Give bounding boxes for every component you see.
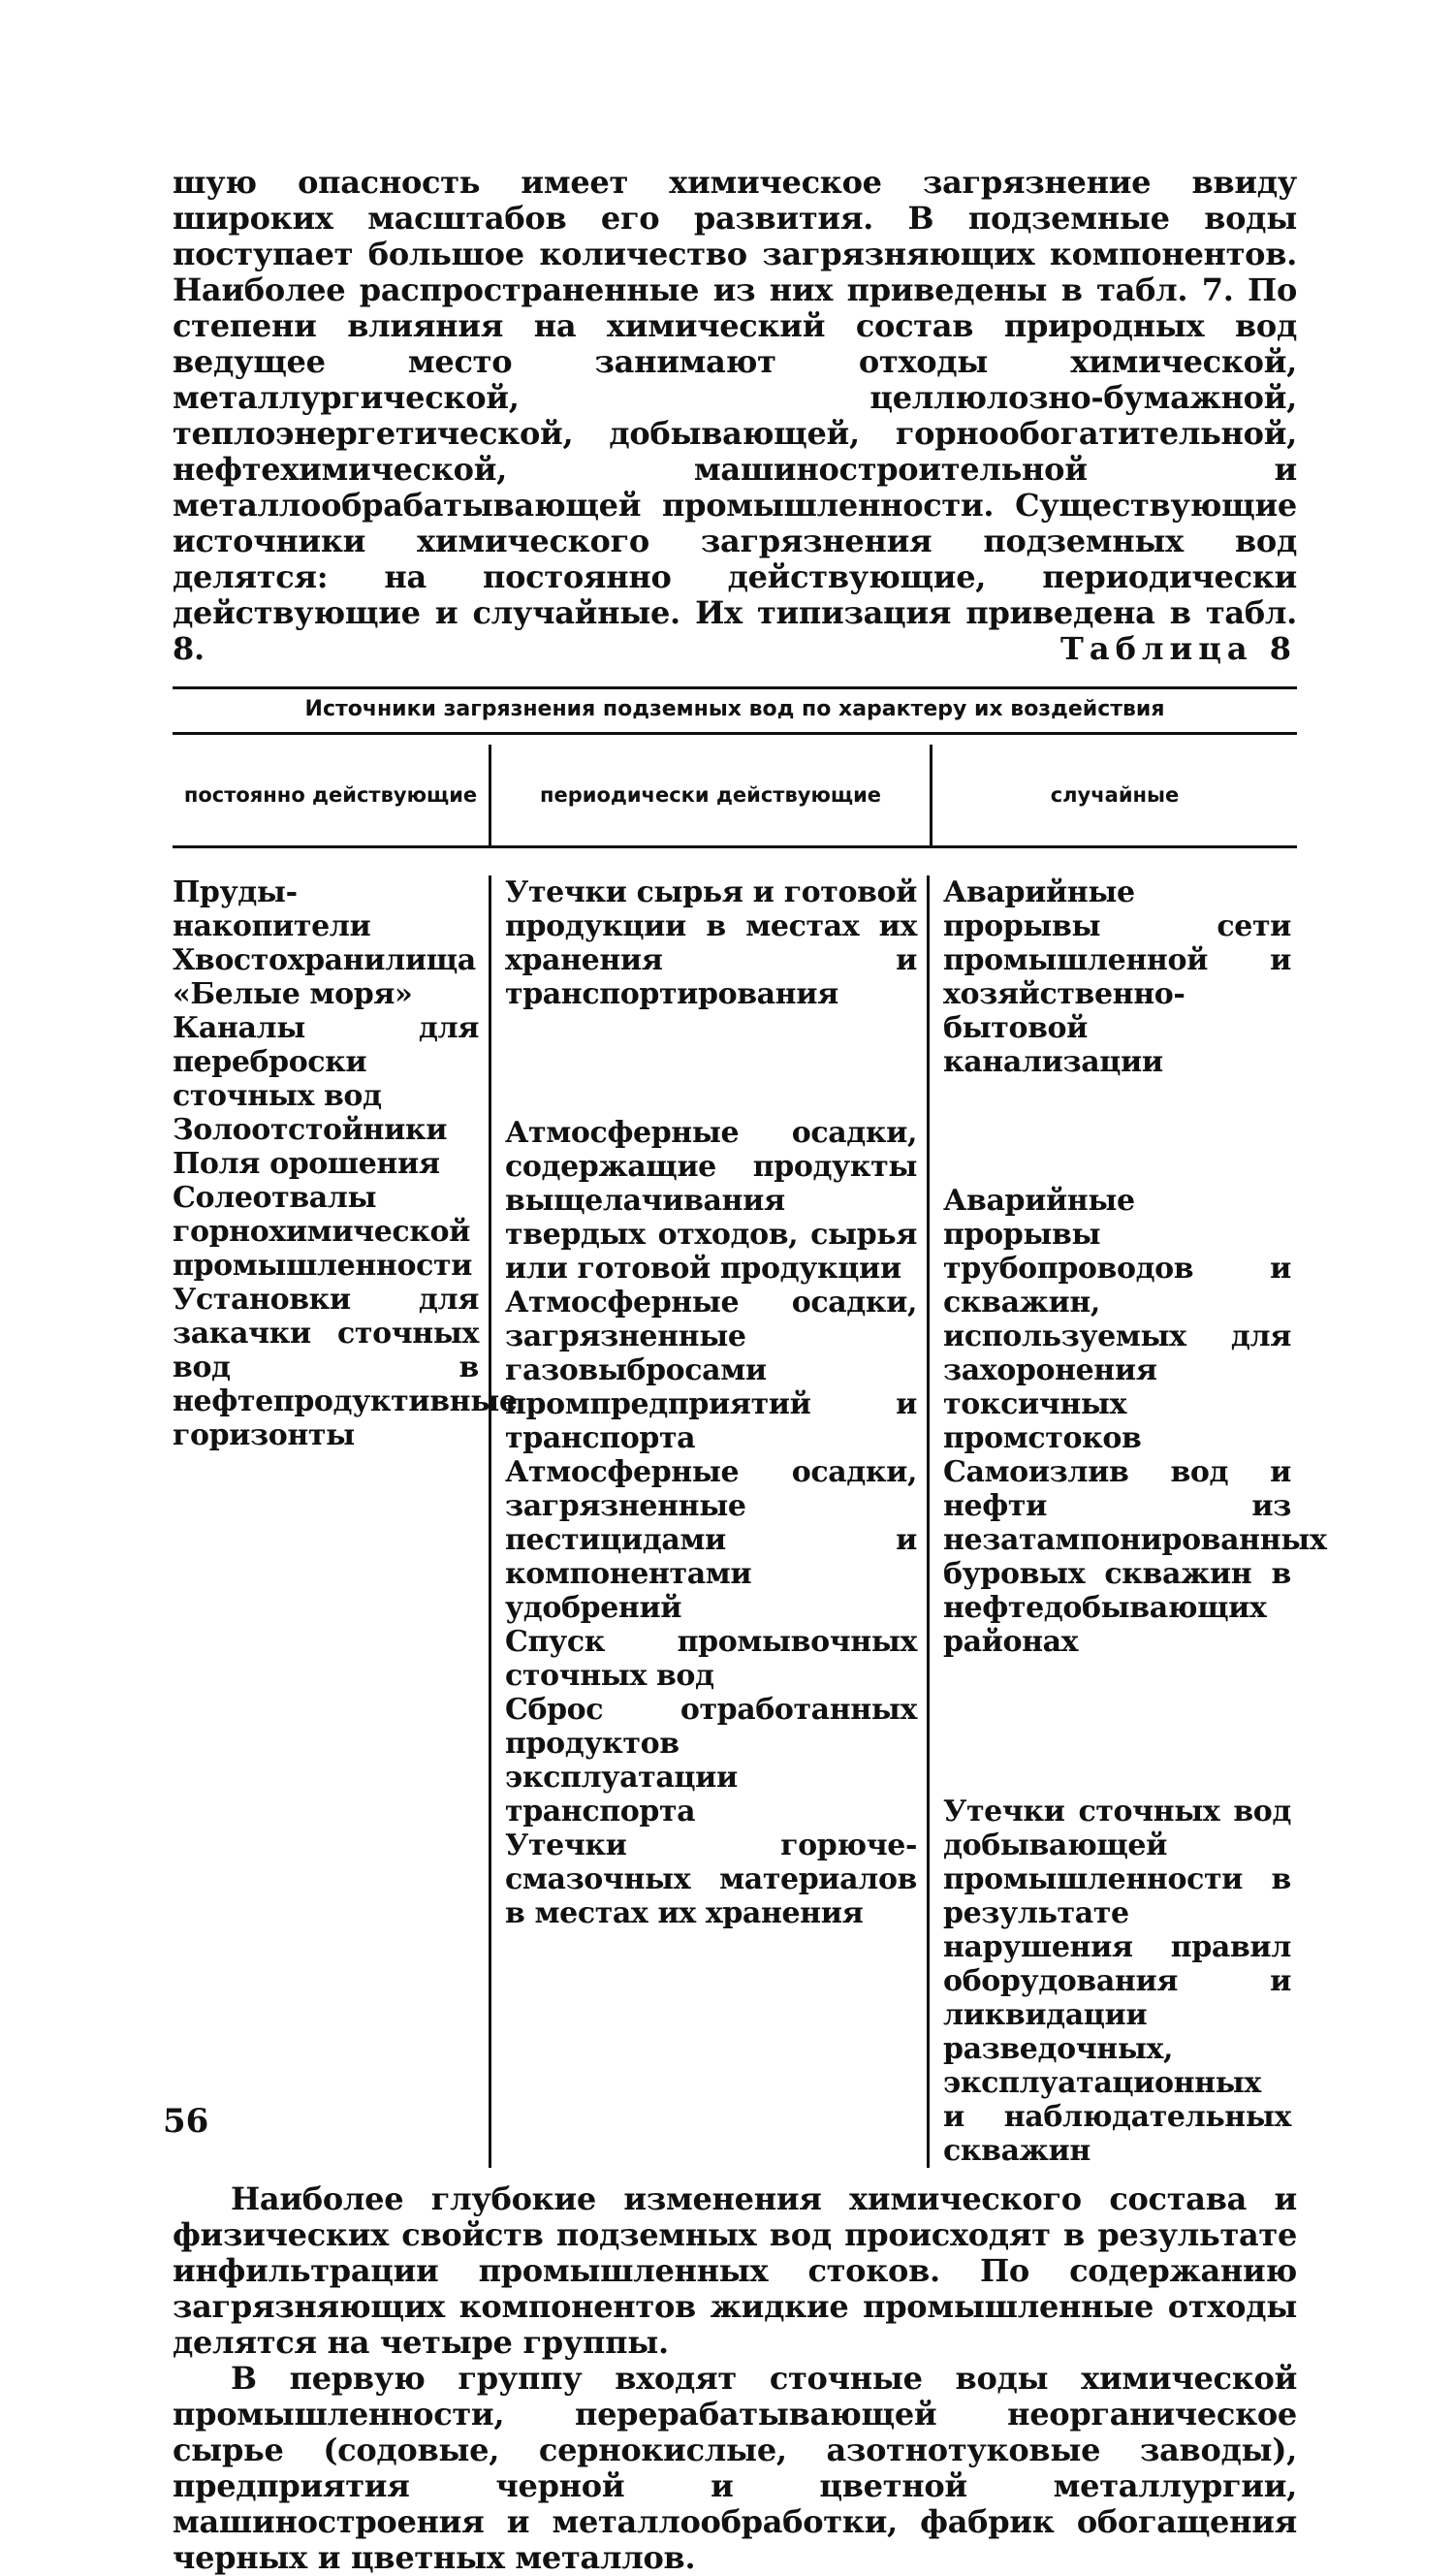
table-header-row: [173, 745, 1297, 848]
cell-item: «Белые моря»: [173, 977, 413, 1011]
intro-paragraph: [173, 165, 1297, 667]
cell-item: Самоизлив вод и нефти из незатампонированных буровых скважин в нефтедобывающих районах: [943, 1455, 1327, 1659]
cell-item: Атмосферные осадки, содержащие продукты выщелачивания твердых отходов, сырья или готовой продукции: [505, 1116, 917, 1286]
row-gap: [943, 1079, 1291, 1184]
paragraph-first-group: В первую группу входят сточные воды химической промышленности, перерабатывающей неорганическое сырье (содовые, сернокислые, азотнотуковые заводы), предприятия черной и цветной металлургии, машиностроения и металлообработки, фабрик обогащения черных и цветных металлов.: [173, 2360, 1297, 2576]
cell-item: Золоотстойники: [173, 1113, 448, 1147]
page-body: [173, 164, 1327, 2576]
after-table-text: [173, 2181, 1297, 2576]
row-gap: [943, 1659, 1291, 1795]
cell-item: Пруды-накопители: [173, 875, 371, 943]
intro-block: [173, 165, 1297, 667]
row-gap: [505, 1011, 917, 1116]
cell-item: Утечки сточных вод добывающей промышленности в результате нарушения правил оборудования и ликвидации разведочных, эксплуатационных и наблюдательных скважин: [943, 1795, 1291, 2168]
header-constant: постоянно действующие: [183, 783, 478, 807]
cell-item: Утечки сырья и готовой продукции в местах их хранения и транспортирования: [505, 875, 917, 1011]
column-constant: [173, 875, 518, 2168]
table-body: [173, 875, 1327, 2168]
cell-item: Сброс отработанных продуктов эксплуатации транспорта: [505, 1693, 917, 1829]
cell-item: Установки для закачки сточных вод в нефтепродуктивные горизонты: [173, 1283, 518, 1452]
cell-item: Утечки горюче-смазочных материалов в местах их хранения: [505, 1829, 917, 1930]
intro-text: шую опасность имеет химическое загрязнение ввиду широких масштабов его развития. В подземные воды поступает большое количество загрязняющих компонентов. Наиболее распространенные из них приведены в табл. 7. По степени влияния на химический состав природных вод ведущее место занимают отходы химической, металлургической, целлюлозно-бумажной, теплоэнергетической, добывающей, горнообогатительной, нефтехимической, машиностроительной и металлообрабатывающей промышленности. Существующие источники химического загрязнения подземных вод делятся: на постоянно действующие, периодически действующие и случайные. Их типизация приведена в табл. 8.: [173, 164, 1297, 667]
header-random: случайные: [930, 745, 1297, 845]
table-title: Источники загрязнения подземных вод по характеру их воздействия: [173, 686, 1297, 735]
column-random: [927, 875, 1327, 2168]
cell-item: Аварийные прорывы трубопроводов и скважин, используемых для захоронения токсичных промстоков: [943, 1184, 1291, 1455]
cell-item: Хвостохранилища: [173, 943, 476, 977]
cell-item: Каналы для переброски сточных вод: [173, 1011, 479, 1113]
cell-item: Атмосферные осадки, загрязненные пестицидами и компонентами удобрений: [505, 1455, 917, 1625]
column-periodic: [489, 875, 927, 2168]
header-periodic: периодически действующие: [489, 745, 930, 845]
paragraph-infiltration: Наиболее глубокие изменения химического состава и физических свойств подземных вод происходят в результате инфильтрации промышленных стоков. По содержанию загрязняющих компонентов жидкие промышленные отходы делятся на четыре группы.: [173, 2180, 1297, 2361]
cell-item: Атмосферные осадки, загрязненные газовыбросами промпредприятий и транспорта: [505, 1286, 917, 1455]
cell-item: Поля орошения: [173, 1147, 440, 1181]
page-number: 56: [163, 2102, 209, 2141]
cell-item: Спуск промывочных сточных вод: [505, 1625, 917, 1693]
table-number-label: Таблица 8: [1060, 630, 1297, 667]
cell-item: Аварийные прорывы сети промышленной и хозяйственно-бытовой канализации: [943, 875, 1291, 1079]
cell-item: Солеотвалы горнохимической промышленности: [173, 1181, 472, 1283]
